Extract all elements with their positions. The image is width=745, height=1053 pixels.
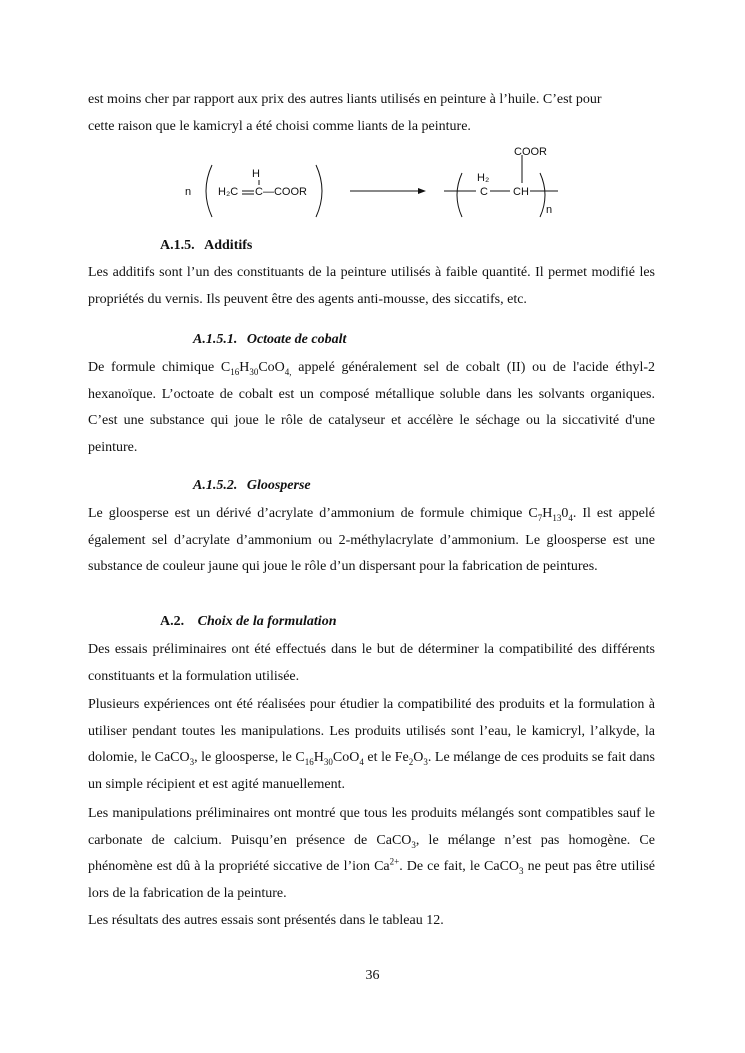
page-number: 36	[365, 968, 380, 983]
heading-choix-formulation	[160, 612, 336, 632]
formulation-p2-g: . Le mélange de ces produits se fait dans un simple récipient et est agité manuellement.	[88, 750, 655, 792]
formulation-paragraph-2	[88, 692, 655, 798]
formulation-paragraph-1: Des essais préliminaires ont été effectués dans le but de déterminer la compatibilité des différents constituants et la formulation utilisée.	[88, 642, 655, 684]
octoate-text-c: CoO	[258, 360, 285, 375]
formulation-p3-sub1: 3	[411, 839, 416, 850]
gloosperse-text-c: 0	[561, 506, 569, 521]
formulation-p3-a: Les manipulations préliminaires ont montré que tous les produits mélangés sont compatibles sauf le carbonate de calcium. Puisqu’en présence de CaCO	[88, 806, 655, 848]
product-coor: COOR	[514, 146, 547, 158]
formulation-p2-sub6: 3	[423, 756, 428, 767]
left-paren-open	[206, 165, 212, 217]
formulation-p2-sub4: 4	[359, 756, 364, 767]
additifs-paragraph: Les additifs sont l’un des constituants de la peinture utilisés à faible quantité. Il permet modifié les propriétés du vernis. Ils peuvent être des agents anti-mousse, des siccatifs, etc.	[88, 265, 655, 307]
reaction-n-left: n	[185, 186, 192, 198]
formulation-p2-b: , le gloosperse, le C	[194, 750, 305, 765]
formulation-paragraph-3	[88, 801, 655, 907]
heading-gloosperse	[193, 476, 311, 496]
formulation-p2-d: CoO	[332, 750, 360, 765]
heading-additifs-title: Additifs	[204, 238, 253, 253]
heading-formulation-title: Choix de la formulation	[197, 614, 337, 629]
octoate-text-a: De formule chimique C	[88, 360, 231, 375]
formulation-paragraph-4: Les résultats des autres essais sont présentés dans le tableau 12.	[88, 913, 444, 928]
formulation-p3-d: ne peut pas être utilisé lors de la fabrication de la peinture.	[88, 859, 655, 901]
monomer-h: H	[252, 168, 260, 180]
product-c: C	[480, 186, 488, 198]
product-h2: H₂	[477, 172, 490, 184]
formulation-p2-a: Plusieurs expériences ont été réalisées pour étudier la compatibilité des produits et la formulation à utiliser pendant toutes les manipulations. Les produits utilisés sont l’eau, le kamicryl, l’alkyde, la dolomie, le CaCO	[88, 697, 655, 765]
gloosperse-sub-3: 4	[568, 512, 573, 523]
formulation-p3-b: , le mélange n’est pas homogène. Ce phénomène est dû à la propriété siccative de l’ion Ca	[88, 832, 655, 874]
formulation-p3-sup: 2+	[389, 856, 400, 867]
heading-formulation-number: A.2.	[160, 614, 185, 629]
reaction-arrow-head	[418, 188, 426, 194]
octoate-text-d: appelé généralement sel de cobalt (II) ou de l'acide éthyl-2 hexanoïque. L’octoate de cobalt est un composé métallique soluble dans les solvants organiques. C’est une substance qui joue le rôle de catalyseur et accélère le séchage ou la siccativité d'une peinture.	[88, 360, 656, 455]
heading-additifs-number: A.1.5.	[160, 238, 195, 253]
heading-gloosperse-number: A.1.5.2.	[193, 478, 238, 493]
heading-gloosperse-title: Gloosperse	[246, 478, 311, 493]
gloosperse-paragraph	[88, 501, 655, 581]
product-bracket-close	[540, 173, 545, 217]
intro-line-1: est moins cher par rapport aux prix des autres liants utilisés en peinture à l’huile. C’est pour	[88, 92, 602, 107]
intro-paragraph	[88, 87, 655, 140]
octoate-paragraph	[88, 355, 655, 461]
gloosperse-text-d: . Il est appelé également sel d’acrylate d’ammonium ou 2-méthylacrylate d’ammonium. Le gloosperse est une substance de couleur jaune qui joue le rôle d’un dispersant pour la fabrication de peintures.	[88, 506, 655, 574]
octoate-sub-2: 30	[249, 366, 259, 377]
octoate-sub-1: 16	[230, 366, 240, 377]
octoate-text-b: H	[239, 360, 250, 375]
formulation-p2-sub5: 2	[408, 756, 414, 767]
formulation-p2-sub2: 16	[304, 756, 314, 767]
left-paren-close	[316, 165, 322, 217]
intro-line-2: cette raison que le kamicryl a été choisi comme liants de la peinture.	[88, 118, 471, 134]
heading-octoate-title: Octoate de cobalt	[246, 332, 347, 347]
formulation-p3-sub2: 3	[519, 865, 524, 876]
heading-additifs	[160, 236, 252, 256]
product-bracket-open	[457, 173, 462, 217]
monomer-h2c: H₂C	[218, 186, 239, 198]
monomer-c-coor: C—COOR	[255, 186, 307, 198]
gloosperse-sub-1: 7	[537, 512, 543, 523]
heading-octoate-cobalt	[193, 330, 346, 350]
gloosperse-sub-2: 13	[552, 512, 562, 523]
formulation-p2-f: O	[413, 750, 424, 765]
formulation-p2-sub3: 30	[323, 756, 333, 767]
heading-octoate-number: A.1.5.1.	[193, 332, 238, 347]
octoate-sub-3: 4,	[284, 366, 292, 377]
gloosperse-text-a: Le gloosperse est un dérivé d’acrylate d’ammonium de formule chimique C	[88, 506, 538, 521]
polymerization-reaction-diagram	[180, 143, 580, 223]
formulation-p2-c: H	[313, 750, 324, 765]
formulation-p3-c: . De ce fait, le CaCO	[399, 859, 520, 874]
gloosperse-text-b: H	[542, 506, 553, 521]
formulation-p2-e: et le Fe	[363, 750, 409, 765]
product-ch: CH	[513, 186, 529, 198]
formulation-p2-sub1: 3	[189, 756, 195, 767]
reaction-n-right: n	[546, 204, 553, 216]
